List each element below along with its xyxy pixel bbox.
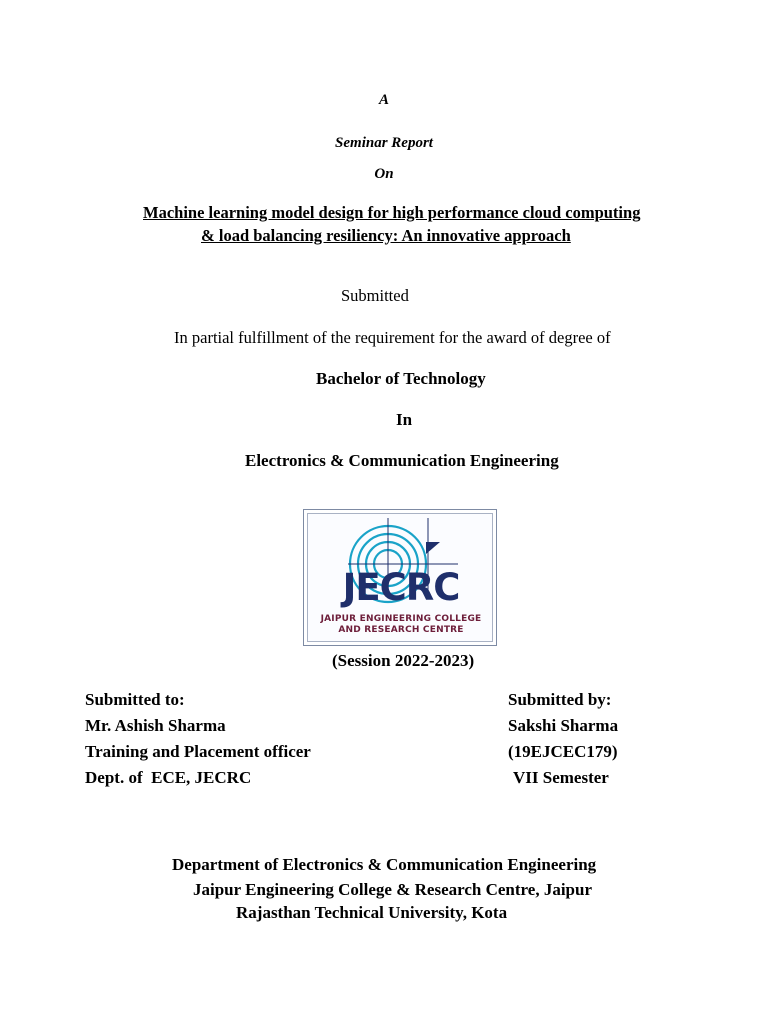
submitted-by-heading: Submitted by: xyxy=(508,690,612,709)
branch-name: Electronics & Communication Engineering xyxy=(245,451,559,470)
submitted-label: Submitted xyxy=(341,286,409,305)
submitted-by-block xyxy=(508,687,618,791)
submitted-by-semester: VII Semester xyxy=(513,768,609,787)
logo-wordmark: JECRC xyxy=(342,566,460,609)
submitted-to-name: Mr. Ashish Sharma xyxy=(85,716,226,735)
logo-line1: JAIPUR ENGINEERING COLLEGE xyxy=(320,614,482,624)
session-text: (Session 2022-2023) xyxy=(332,651,475,670)
jecrc-logo xyxy=(303,509,497,646)
footer-department: Department of Electronics & Communication Engineering xyxy=(172,855,597,874)
in-label: In xyxy=(396,410,413,429)
on-label: On xyxy=(374,166,394,182)
footer-university: Rajasthan Technical University, Kota xyxy=(236,903,508,922)
submitted-to-dept: Dept. of ECE, JECRC xyxy=(85,768,252,787)
submitted-to-block xyxy=(85,687,311,791)
submitted-by-roll: (19EJCEC179) xyxy=(508,742,618,761)
submitted-to-role: Training and Placement officer xyxy=(85,742,311,761)
logo-line2: AND RESEARCH CENTRE xyxy=(338,625,464,635)
letter-a: A xyxy=(378,92,389,108)
footer-college: Jaipur Engineering College & Research Centre, Jaipur xyxy=(193,880,593,899)
report-title-line2: & load balancing resiliency: An innovative approach xyxy=(201,226,571,245)
report-type: Seminar Report xyxy=(335,135,433,151)
degree-name: Bachelor of Technology xyxy=(316,369,486,388)
fulfillment-text: In partial fulfillment of the requirement for the award of degree of xyxy=(174,328,611,347)
report-title-line1: Machine learning model design for high performance cloud computing xyxy=(143,203,641,222)
submitted-to-heading: Submitted to: xyxy=(85,690,185,709)
submitted-by-name: Sakshi Sharma xyxy=(508,716,619,735)
